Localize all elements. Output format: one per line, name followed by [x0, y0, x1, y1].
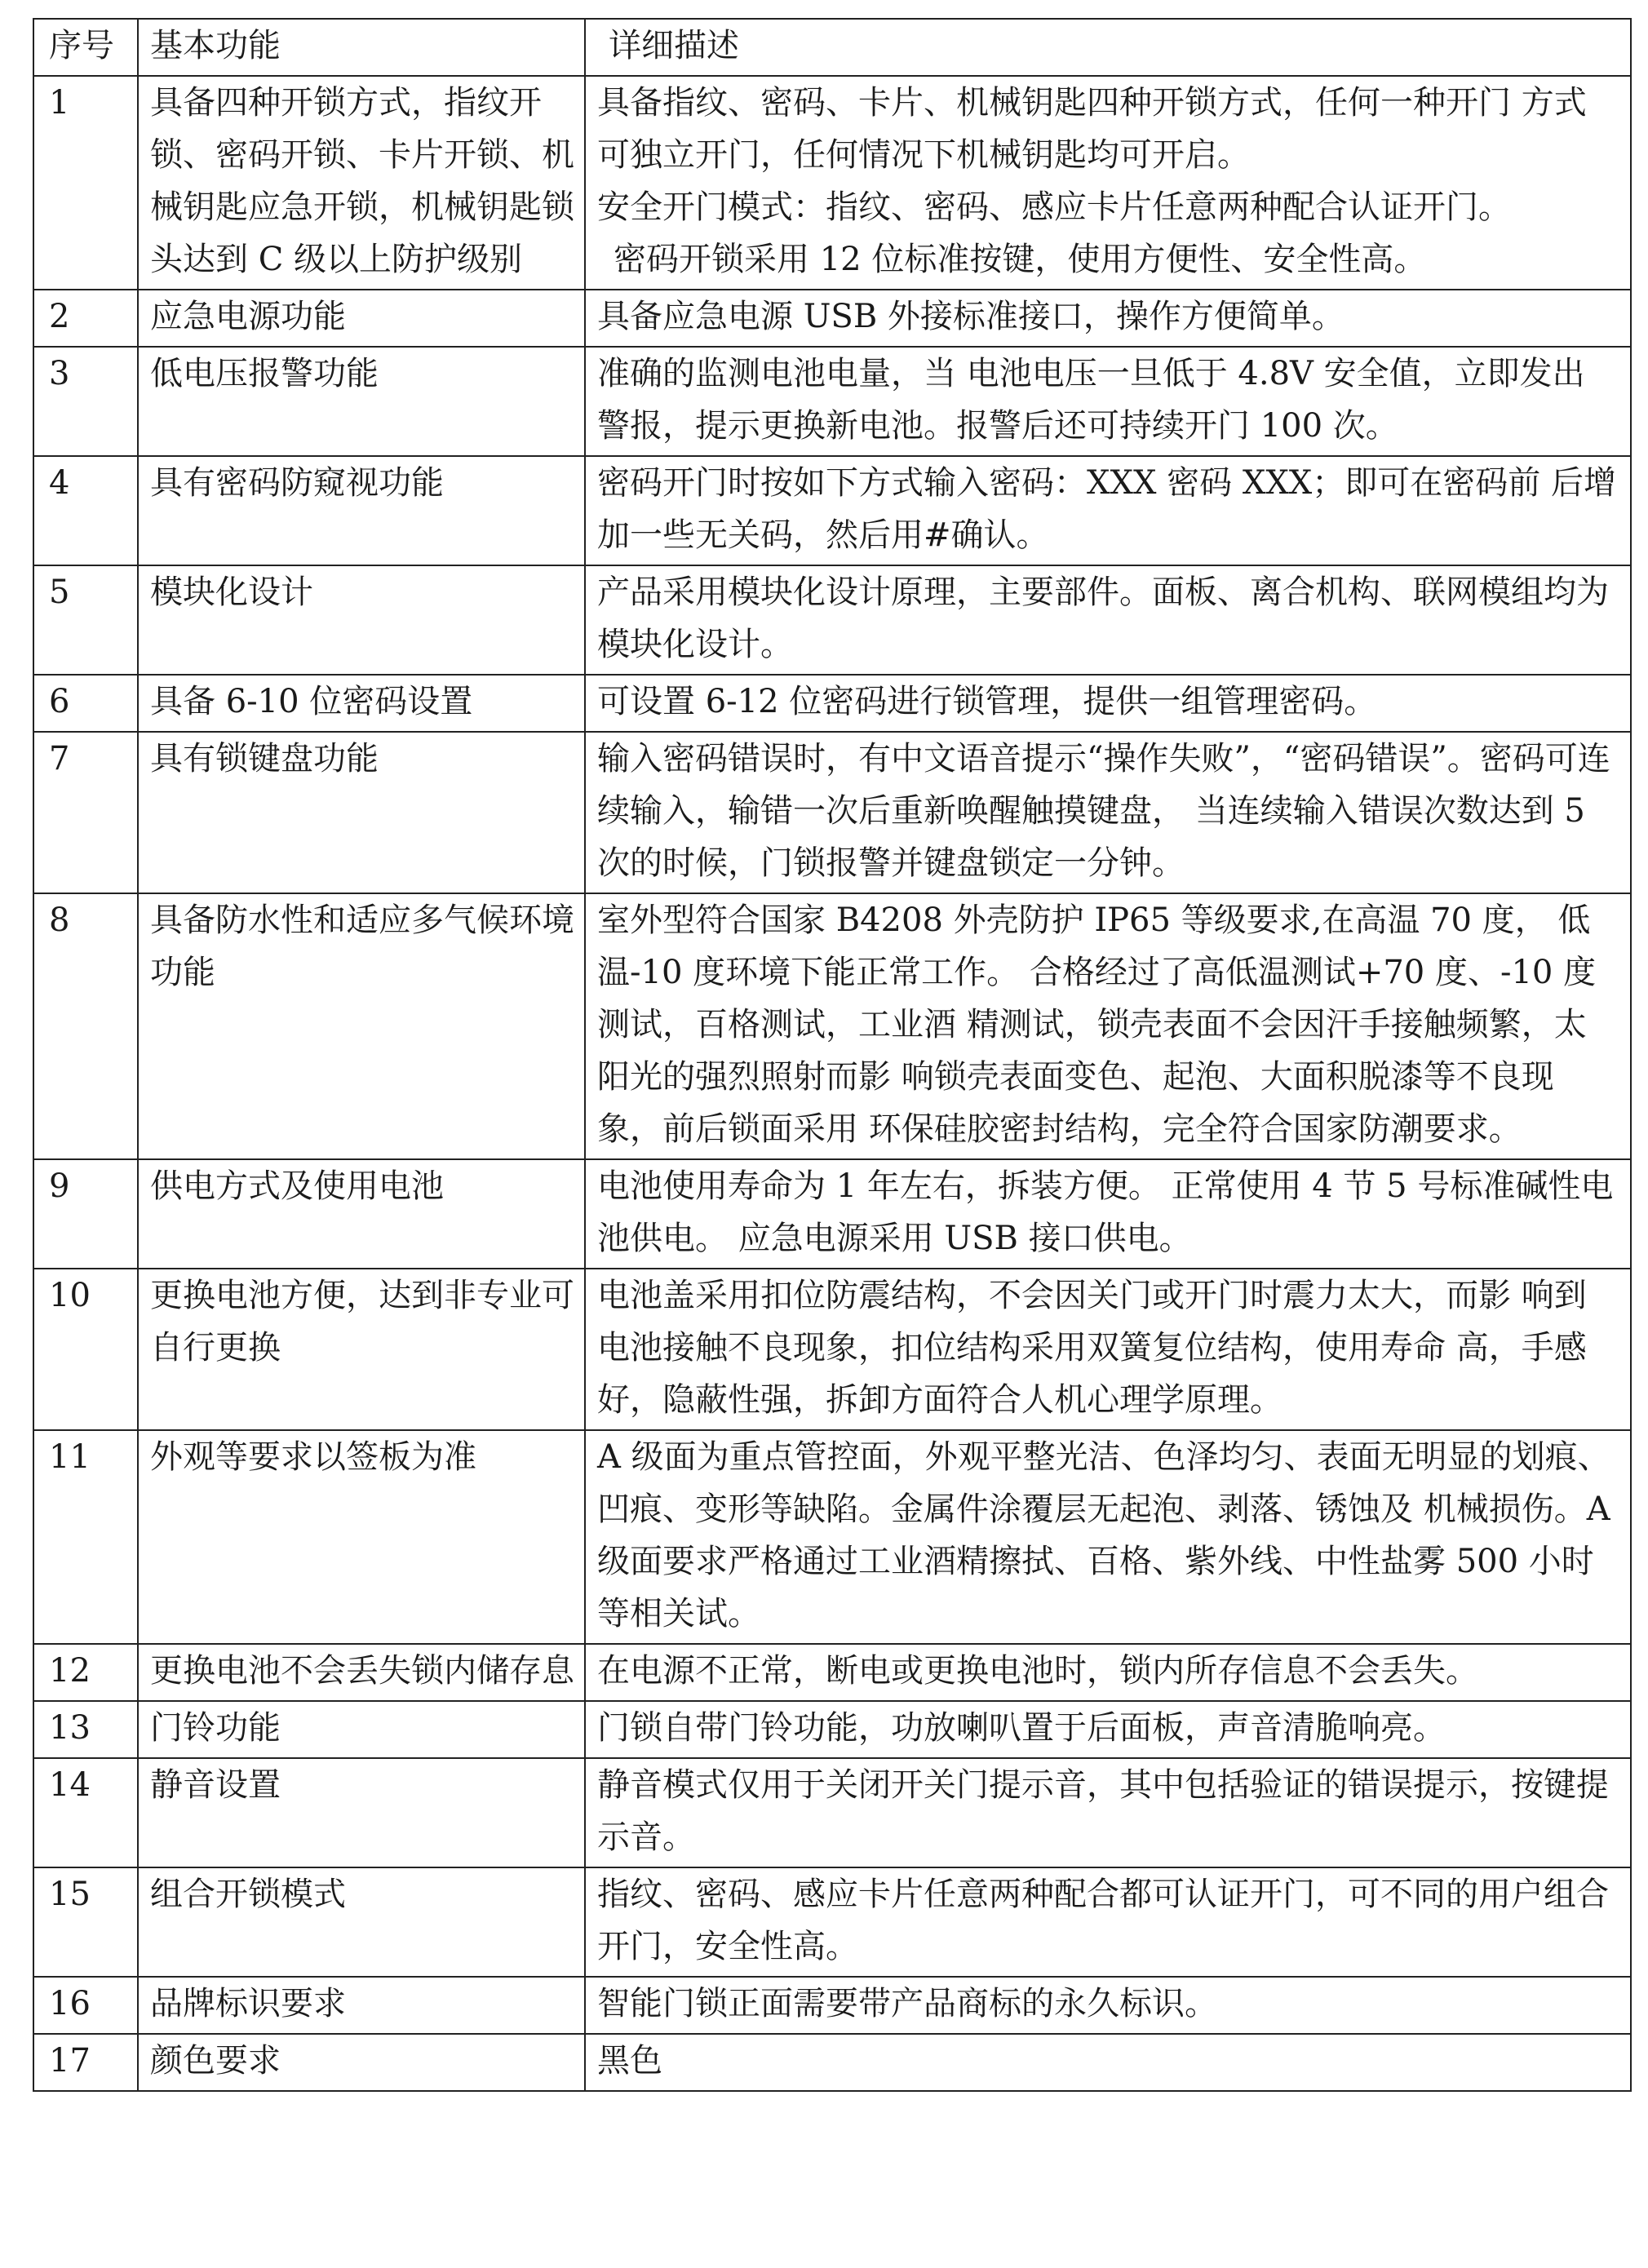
description-paragraph: 室外型符合国家 B4208 外壳防护 IP65 等级要求,在高温 70 度， 低温-10 度环境下能正常工作。 合格经过了高低温测试+70 度、-10 度测试，百格测试，工业酒 精测试，锁壳表面不会因汗手接触频繁，太阳光的强烈照射而影 响锁壳表面变色、起泡、大面积脱漆等不良现象，前后锁面采用 环保硅胶密封结构，完全符合国家防潮要求。: [597, 901, 1597, 1148]
description-paragraph: 智能门锁正面需要带产品商标的永久标识。: [597, 1985, 1217, 2022]
row-description: [585, 1977, 1631, 2034]
row-number: 12: [33, 1644, 138, 1701]
row-function: 具备防水性和适应多气候环境功能: [138, 893, 585, 1159]
description-paragraph: 安全开门模式：指纹、密码、感应卡片任意两种配合认证开门。: [597, 188, 1511, 226]
table-row: [33, 565, 1631, 675]
row-number: 16: [33, 1977, 138, 2034]
row-number: 14: [33, 1758, 138, 1867]
header-description: 详细描述: [585, 19, 1631, 76]
description-paragraph: 准确的监测电池电量，当 电池电压一旦低于 4.8V 安全值，立即发出警报，提示更换新电池。报警后还可持续开门 100 次。: [597, 355, 1585, 445]
row-number: 7: [33, 732, 138, 893]
row-function: 具备 6-10 位密码设置: [138, 675, 585, 732]
row-description: [585, 732, 1631, 893]
row-description: [585, 1758, 1631, 1867]
description-paragraph: 电池使用寿命为 1 年左右，拆装方便。 正常使用 4 节 5 号标准碱性电池供电。 应急电源采用 USB 接口供电。: [597, 1167, 1614, 1257]
description-paragraph: 黑色: [597, 2042, 662, 2080]
row-description: [585, 347, 1631, 456]
table-row: [33, 456, 1631, 565]
description-paragraph: 可设置 6-12 位密码进行锁管理，提供一组管理密码。: [597, 683, 1377, 720]
row-number: 2: [33, 290, 138, 347]
row-description: [585, 1159, 1631, 1269]
spec-table: [33, 18, 1632, 2092]
table-row: [33, 1430, 1631, 1644]
row-function: 更换电池不会丢失锁内储存息: [138, 1644, 585, 1701]
row-description: [585, 76, 1631, 290]
description-paragraph: 密码开门时按如下方式输入密码：XXX 密码 XXX；即可在密码前 后增加一些无关码，然后用#确认。: [597, 464, 1617, 554]
row-description: [585, 1701, 1631, 1758]
row-number: 15: [33, 1867, 138, 1977]
table-row: [33, 1867, 1631, 1977]
row-description: [585, 675, 1631, 732]
description-paragraph: A 级面为重点管控面，外观平整光洁、色泽均匀、表面无明显的划痕、凹痕、变形等缺陷。金属件涂覆层无起泡、剥落、锈蚀及 机械损伤。A 级面要求严格通过工业酒精擦拭、百格、紫外线、中性盐雾 500 小时等相关试。: [597, 1438, 1610, 1632]
table-row: [33, 76, 1631, 290]
description-paragraph: 具备应急电源 USB 外接标准接口，操作方便简单。: [597, 298, 1345, 335]
table-row: [33, 290, 1631, 347]
row-function: 具有密码防窥视功能: [138, 456, 585, 565]
description-paragraph: 在电源不正常，断电或更换电池时，锁内所存信息不会丢失。: [597, 1652, 1478, 1690]
row-description: [585, 1430, 1631, 1644]
row-function: 更换电池方便，达到非专业可自行更换: [138, 1269, 585, 1430]
description-paragraph: 输入密码错误时，有中文语音提示“操作失败”，“密码错误”。密码可连续输入，输错一次后重新唤醒触摸键盘， 当连续输入错误次数达到 5 次的时候，门锁报警并键盘锁定一分钟。: [597, 740, 1610, 882]
row-number: 4: [33, 456, 138, 565]
row-number: 8: [33, 893, 138, 1159]
table-row: [33, 893, 1631, 1159]
row-description: [585, 2034, 1631, 2091]
row-function: 低电压报警功能: [138, 347, 585, 456]
row-function: 品牌标识要求: [138, 1977, 585, 2034]
row-function: 应急电源功能: [138, 290, 585, 347]
row-function: 模块化设计: [138, 565, 585, 675]
description-paragraph: 门锁自带门铃功能，功放喇叭置于后面板，声音清脆响亮。: [597, 1709, 1446, 1747]
description-paragraph: 具备指纹、密码、卡片、机械钥匙四种开锁方式，任何一种开门 方式可独立开门，任何情况下机械钥匙均可开启。: [597, 84, 1587, 174]
header-num: 序号: [33, 19, 138, 76]
row-number: 5: [33, 565, 138, 675]
table-row: [33, 732, 1631, 893]
row-function: 静音设置: [138, 1758, 585, 1867]
description-paragraph: 静音模式仅用于关闭开关门提示音，其中包括验证的错误提示，按键提示音。: [597, 1766, 1609, 1856]
row-description: [585, 565, 1631, 675]
description-paragraph: 电池盖采用扣位防震结构，不会因关门或开门时震力太大，而影 响到电池接触不良现象，扣位结构采用双簧复位结构，使用寿命 高，手感好，隐蔽性强，拆卸方面符合人机心理学原理。: [597, 1277, 1587, 1419]
row-description: [585, 1644, 1631, 1701]
row-function: 组合开锁模式: [138, 1867, 585, 1977]
row-description: [585, 893, 1631, 1159]
row-number: 17: [33, 2034, 138, 2091]
row-function: 具备四种开锁方式，指纹开锁、密码开锁、卡片开锁、机械钥匙应急开锁，机械钥匙锁头达到 C 级以上防护级别: [138, 76, 585, 290]
table-body: [33, 76, 1631, 2091]
row-number: 9: [33, 1159, 138, 1269]
header-function: 基本功能: [138, 19, 585, 76]
row-function: 供电方式及使用电池: [138, 1159, 585, 1269]
row-description: [585, 1269, 1631, 1430]
row-function: 门铃功能: [138, 1701, 585, 1758]
row-function: 颜色要求: [138, 2034, 585, 2091]
row-function: 外观等要求以签板为准: [138, 1430, 585, 1644]
row-function: 具有锁键盘功能: [138, 732, 585, 893]
row-number: 13: [33, 1701, 138, 1758]
table-header-row: [33, 19, 1631, 76]
row-number: 11: [33, 1430, 138, 1644]
description-paragraph: 密码开锁采用 12 位标准按键，使用方便性、安全性高。: [614, 241, 1427, 278]
table-row: [33, 347, 1631, 456]
description-paragraph: 产品采用模块化设计原理，主要部件。面板、离合机构、联网模组均为模块化设计。: [597, 574, 1609, 663]
row-description: [585, 1867, 1631, 1977]
table-row: [33, 1977, 1631, 2034]
table-row: [33, 1269, 1631, 1430]
row-description: [585, 456, 1631, 565]
table-row: [33, 675, 1631, 732]
table-row: [33, 1644, 1631, 1701]
row-description: [585, 290, 1631, 347]
row-number: 6: [33, 675, 138, 732]
table-row: [33, 1701, 1631, 1758]
row-number: 1: [33, 76, 138, 290]
row-number: 3: [33, 347, 138, 456]
description-paragraph: 指纹、密码、感应卡片任意两种配合都可认证开门，可不同的用户组合开门，安全性高。: [597, 1876, 1609, 1965]
row-number: 10: [33, 1269, 138, 1430]
table-row: [33, 1758, 1631, 1867]
table-row: [33, 2034, 1631, 2091]
table-row: [33, 1159, 1631, 1269]
